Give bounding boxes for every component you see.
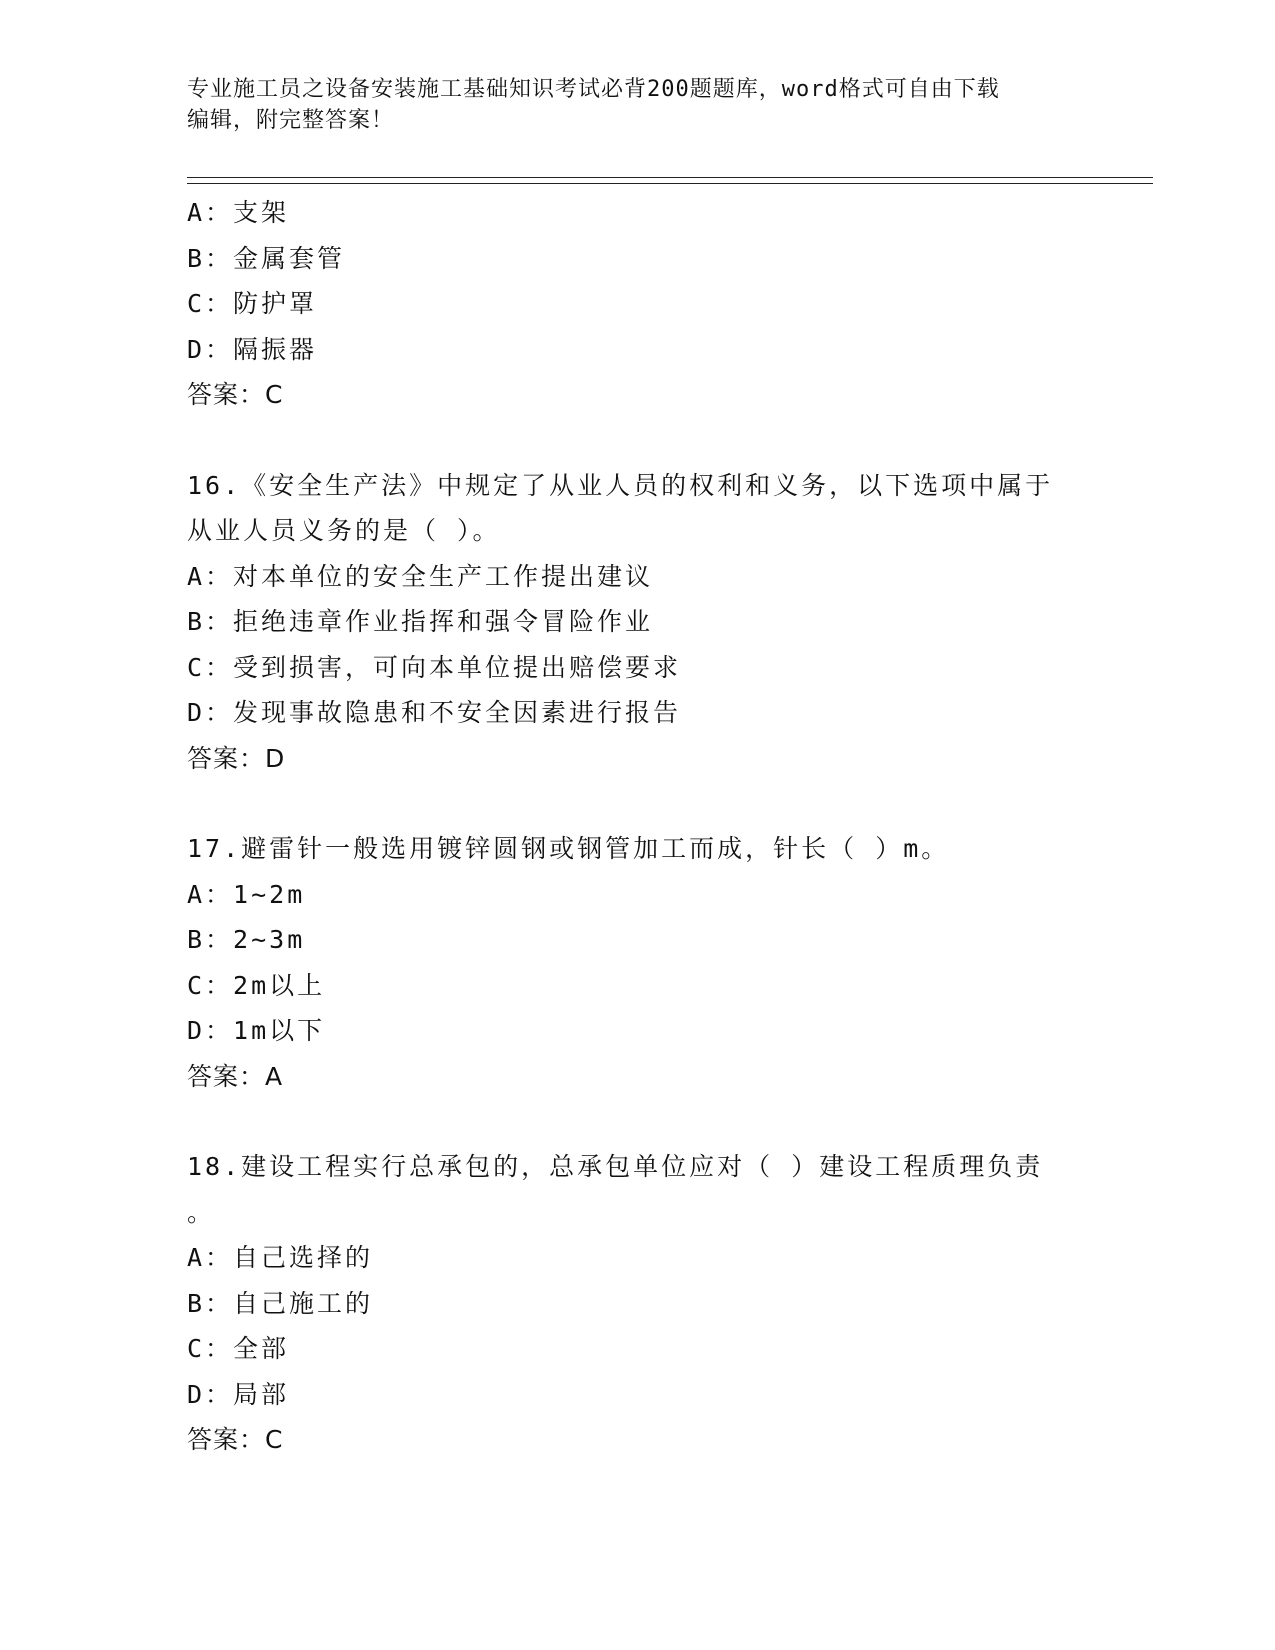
answer-line: 答案：A bbox=[187, 1061, 284, 1091]
option-b: B：拒绝违章作业指挥和强令冒险作业 bbox=[187, 607, 654, 636]
spacer bbox=[187, 781, 1087, 826]
spacer bbox=[187, 418, 1087, 463]
option-d: D：局部 bbox=[187, 1379, 290, 1409]
option-d: D：隔振器 bbox=[187, 334, 318, 364]
option-d: D：1m以下 bbox=[187, 1016, 326, 1045]
option-b: B：自己施工的 bbox=[187, 1288, 374, 1318]
option-c: C：全部 bbox=[187, 1334, 290, 1363]
question-18 bbox=[187, 1144, 1087, 1463]
question-17 bbox=[187, 826, 1087, 1099]
header-divider-bottom bbox=[187, 183, 1153, 184]
spacer bbox=[187, 1099, 1087, 1144]
header-title-line-1: 专业施工员之设备安装施工基础知识考试必背200题题库，word格式可自由下载 bbox=[187, 77, 1000, 102]
option-d: D：发现事故隐患和不安全因素进行报告 bbox=[187, 698, 682, 727]
question-stem-line-1: 16.《安全生产法》中规定了从业人员的权利和义务，以下选项中属于 bbox=[187, 470, 1054, 500]
question-stem-line-2: 。 bbox=[187, 1197, 216, 1227]
option-c: C：防护罩 bbox=[187, 289, 318, 318]
answer-line: 答案：C bbox=[187, 1425, 284, 1454]
answer-line: 答案：C bbox=[187, 380, 284, 409]
option-b: B：金属套管 bbox=[187, 243, 346, 273]
option-a: A：对本单位的安全生产工作提出建议 bbox=[187, 561, 654, 591]
question-stem-line-2: 从业人员义务的是（ ）。 bbox=[187, 516, 501, 545]
question-list bbox=[187, 190, 1087, 1463]
document-header bbox=[187, 74, 1087, 136]
option-c: C：2m以上 bbox=[187, 970, 326, 1000]
option-a: A：1~2m bbox=[187, 879, 306, 909]
header-title-line-2: 编辑，附完整答案！ bbox=[187, 108, 395, 133]
answer-line: 答案：D bbox=[187, 743, 286, 773]
question-stem-line-1: 17.避雷针一般选用镀锌圆钢或钢管加工而成，针长（ ）m。 bbox=[187, 834, 950, 863]
question-15 bbox=[187, 190, 1087, 418]
question-stem-line-1: 18.建设工程实行总承包的，总承包单位应对（ ）建设工程质理负责 bbox=[187, 1152, 1044, 1181]
question-16 bbox=[187, 463, 1087, 782]
option-c: C：受到损害，可向本单位提出赔偿要求 bbox=[187, 652, 682, 682]
header-divider-top bbox=[187, 177, 1153, 178]
option-a: A：支架 bbox=[187, 198, 290, 227]
option-a: A：自己选择的 bbox=[187, 1243, 374, 1272]
option-b: B：2~3m bbox=[187, 925, 306, 954]
